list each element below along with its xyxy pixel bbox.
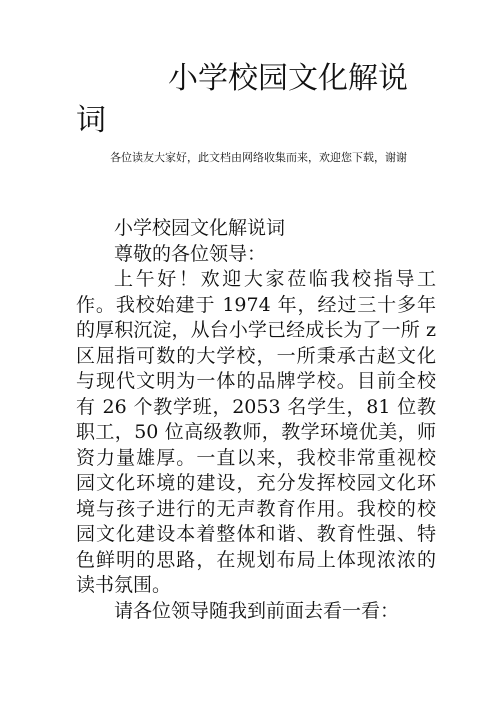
invitation-line: 请各位领导随我到前面去看一看：: [114, 599, 400, 622]
document-title: 小学校园文化解说词: [76, 61, 408, 138]
download-notice: 各位读友大家好，此文档由网络收集而来，欢迎您下载，谢谢: [110, 151, 407, 164]
document-body: [76, 216, 436, 624]
greeting-line: 尊敬的各位领导：: [114, 242, 267, 265]
intro-paragraph: 上午好！欢迎大家莅临我校指导工作。我校始建于 1974 年，经过三十多年的厚积沉淀，从台小学已经成长为了一所 z 区屈指可数的大学校，一所秉承古赵文化与现代文明为一体的品牌学校。目前全校有 26 个教学班，2053 名学生，81 位教职工，50 位高级教师，教学环境优美，师资力量雄厚。一直以来，我校非常重视校园文化环境的建设，充分发挥校园文化环境与孩子进行的无声教育作用。我校的校园文化建设本着整体和谐、教育性强、特色鲜明的思路，在规划布局上体现浓浓的读书氛围。: [76, 268, 436, 596]
body-heading: 小学校园文化解说词: [114, 217, 286, 239]
